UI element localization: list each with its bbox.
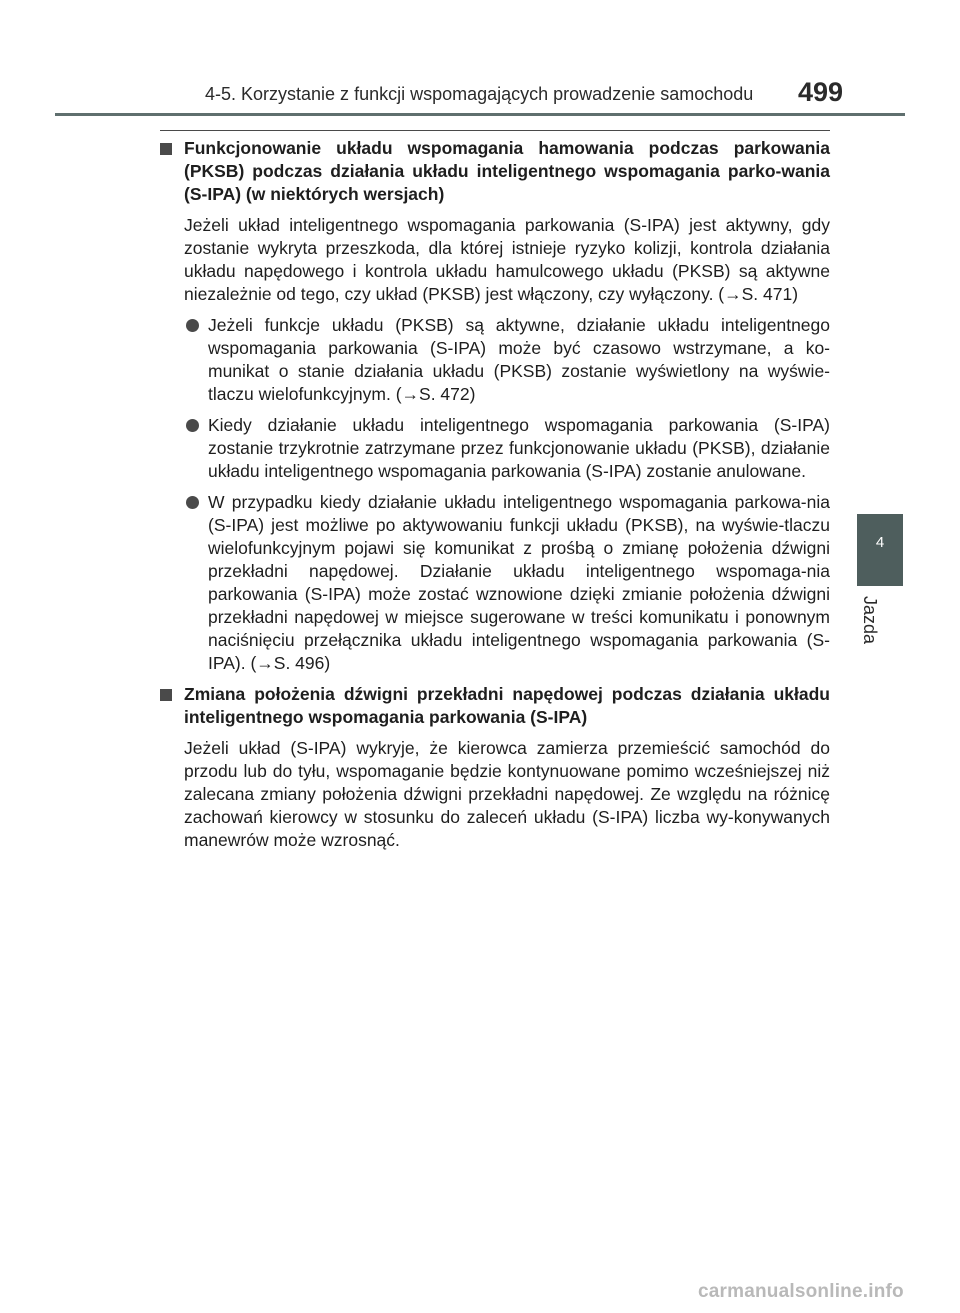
watermark: carmanualsonline.info: [698, 1281, 904, 1302]
header-rule: [55, 113, 905, 116]
content-top-rule: [160, 130, 830, 131]
section-paragraph: Jeżeli układ (S-IPA) wykryje, że kierowca zamierza przemieścić samochód do przodu lub do tyłu, wspomaganie będzie kontynuowane pomimo wcześniejszej niż zalecana zmiany położenia dźwigni przekładni napędowej. Ze względu na różnicę zachowań kierowcy w stosunku do zaleceń układu (S-IPA) liczba wy-konywanych manewrów może wzrosnąć.: [184, 738, 830, 850]
list-item: [184, 414, 830, 483]
section-title: Zmiana położenia dźwigni przekładni napędowej podczas działania układu inteligentnego wspomagania parkowania (S-IPA): [184, 684, 830, 727]
chapter-tab: 4: [857, 514, 903, 586]
main-content: [160, 137, 830, 860]
section-pksb-during-sipa: [160, 137, 830, 675]
round-bullet-icon: [186, 419, 199, 432]
running-header-title: 4-5. Korzystanie z funkcji wspomagających prowadzenie samochodu: [205, 84, 754, 104]
section-gear-change-during-sipa: [160, 683, 830, 852]
section-title: Funkcjonowanie układu wspomagania hamowania podczas parkowania (PKSB) podczas działania układu inteligentnego wspomagania parko-wania (S-IPA) (w niektórych wersjach): [184, 138, 830, 204]
section-paragraph: Jeżeli układ inteligentnego wspomagania parkowania (S-IPA) jest aktywny, gdy zostanie wykryta przeszkoda, dla której istnieje ryzyko kolizji, kontrola działania układu napędowego i kontrola układu hamulcowego układu (PKSB) są aktywne niezależnie od tego, czy układ (PKSB) jest włączony, czy wyłączony. (→S. 471): [184, 215, 830, 304]
list-item-text: W przypadku kiedy działanie układu inteligentnego wspomagania parkowa-nia (S-IPA) jest możliwe po aktywowaniu funkcji układu (PKSB), na wyświe-tlaczu wielofunkcyjnym pojawi się komunikat z prośbą o zmianę położenia dźwigni przekładni napędowej. Działanie układu inteligentnego wspomaga-nia parkowania (S-IPA) może zostać wznowione dzięki zmianie położenia dźwigni przekładni napędowej w miejsce sugerowane w treści komunikatu i ponownym naciśnięciu przełącznika układu inteligentnego wspomagania parkowania (S-IPA). (→S. 496): [208, 492, 830, 673]
list-item-text: Jeżeli funkcje układu (PKSB) są aktywne, działanie układu inteligentnego wspomagania parkowania (S-IPA) może być czasowo wstrzymane, a ko-munikat o stanie działania układu (PKSB) zostanie wyświetlony na wyświe-tlaczu wielofunkcyjnym. (→S. 472): [208, 315, 830, 404]
round-bullet-icon: [186, 496, 199, 509]
list-item: [184, 314, 830, 406]
chapter-label: Jazda: [860, 595, 880, 645]
list-item-text: Kiedy działanie układu inteligentnego wspomagania parkowania (S-IPA) zostanie trzykrotnie zatrzymane przez funkcjonowanie układu (PKSB), działanie układu inteligentnego wspomagania parkowania (S-IPA) zostanie anulowane.: [208, 415, 830, 481]
list-item: [184, 491, 830, 675]
page-number: 499: [798, 77, 844, 107]
round-bullet-icon: [186, 319, 199, 332]
square-bullet-icon: [160, 143, 172, 155]
square-bullet-icon: [160, 689, 172, 701]
